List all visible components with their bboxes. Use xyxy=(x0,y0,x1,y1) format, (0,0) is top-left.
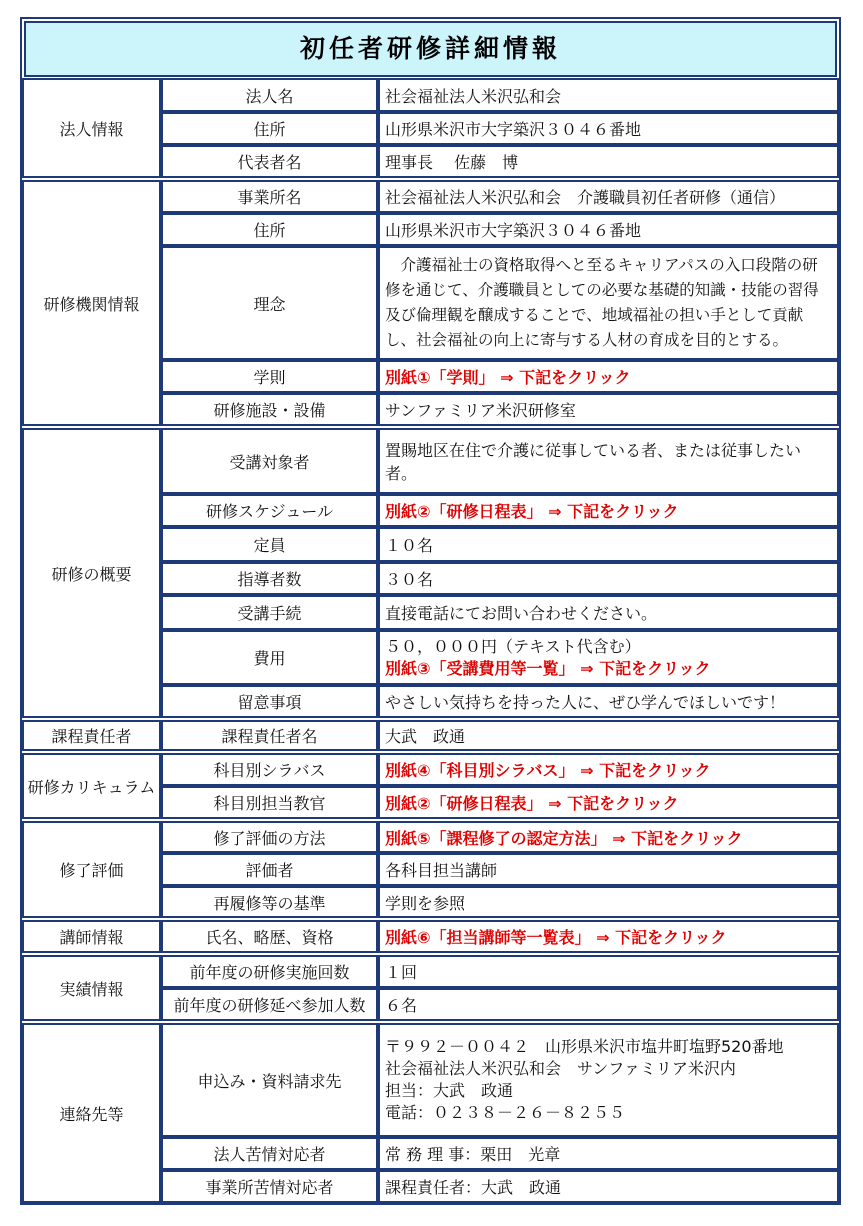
label-office-complaint: 事業所苦情対応者 xyxy=(161,1170,378,1203)
label-facility: 研修施設・設備 xyxy=(161,393,378,426)
instructor-info-link[interactable]: 別紙⑥「担当講師等一覧表」 ⇒ 下記をクリック xyxy=(378,920,839,953)
group-corp: 法人情報 xyxy=(22,78,161,178)
label-application: 申込み・資料請求先 xyxy=(161,1023,378,1137)
application-phone: 電話：０２３８－２６－８２５５ xyxy=(385,1103,626,1122)
value-capacity: １０名 xyxy=(378,527,839,562)
value-corp-complaint: 常 務 理 事：栗田 光章 xyxy=(378,1137,839,1170)
value-philosophy: 介護福祉士の資格取得へと至るキャリアパスの入口段階の研修を通じて、介護職員としての必要な基礎的知識・技能の習得及び倫理観を醸成することで、地域福祉の担い手として貢献し、社会福祉の向上に寄与する人材の育成を目的とする。 xyxy=(378,246,839,360)
application-contact-person: 担当：大武 政通 xyxy=(385,1081,514,1100)
label-instructors-count: 指導者数 xyxy=(161,562,378,595)
value-supervisor-name: 大武 政通 xyxy=(378,720,839,751)
label-corp-complaint: 法人苦情対応者 xyxy=(161,1137,378,1170)
label-rules: 学則 xyxy=(161,360,378,393)
label-office-address: 住所 xyxy=(161,213,378,246)
label-target: 受講対象者 xyxy=(161,428,378,494)
value-prev-sessions: １回 xyxy=(378,955,839,988)
value-procedure: 直接電話にてお問い合わせください。 xyxy=(378,595,839,630)
group-overview: 研修の概要 xyxy=(22,428,161,718)
group-institution: 研修機関情報 xyxy=(22,180,161,426)
label-syllabus: 科目別シラバス xyxy=(161,753,378,786)
label-notes: 留意事項 xyxy=(161,685,378,718)
group-instructor: 講師情報 xyxy=(22,920,161,953)
application-address: 〒９９２－００４２ 山形県米沢市塩井町塩野520番地 xyxy=(385,1037,784,1056)
value-target: 置賜地区在住で介護に従事している者、または従事したい者。 xyxy=(378,428,839,494)
group-evaluation: 修了評価 xyxy=(22,821,161,918)
value-facility: サンファミリア米沢研修室 xyxy=(378,393,839,426)
value-prev-participants: ６名 xyxy=(378,988,839,1021)
value-office-address: 山形県米沢市大字築沢３０４６番地 xyxy=(378,213,839,246)
syllabus-link[interactable]: 別紙④「科目別シラバス」 ⇒ 下記をクリック xyxy=(378,753,839,786)
subject-teacher-link[interactable]: 別紙②「研修日程表」 ⇒ 下記をクリック xyxy=(378,786,839,819)
schedule-link[interactable]: 別紙②「研修日程表」 ⇒ 下記をクリック xyxy=(378,494,839,527)
label-fee: 費用 xyxy=(161,630,378,685)
group-curriculum: 研修カリキュラム xyxy=(22,753,161,819)
value-evaluator: 各科目担当講師 xyxy=(378,853,839,886)
value-corp-address: 山形県米沢市大字築沢３０４６番地 xyxy=(378,112,839,145)
fee-link[interactable]: 別紙③「受講費用等一覧」 ⇒ 下記をクリック xyxy=(385,658,711,678)
label-instructor-info: 氏名、略歴、資格 xyxy=(161,920,378,953)
label-representative: 代表者名 xyxy=(161,145,378,178)
page-title: 初任者研修詳細情報 xyxy=(24,21,837,77)
label-eval-method: 修了評価の方法 xyxy=(161,821,378,853)
label-prev-sessions: 前年度の研修実施回数 xyxy=(161,955,378,988)
label-procedure: 受講手続 xyxy=(161,595,378,630)
label-supervisor-name: 課程責任者名 xyxy=(161,720,378,751)
label-capacity: 定員 xyxy=(161,527,378,562)
label-evaluator: 評価者 xyxy=(161,853,378,886)
value-office-name: 社会福祉法人米沢弘和会 介護職員初任者研修（通信） xyxy=(378,180,839,213)
group-supervisor: 課程責任者 xyxy=(22,720,161,751)
value-office-complaint: 課程責任者：大武 政通 xyxy=(378,1170,839,1203)
application-cell xyxy=(378,1023,839,1137)
rules-link[interactable]: 別紙①「学則」 ⇒ 下記をクリック xyxy=(378,360,839,393)
value-notes: やさしい気持ちを持った人に、ぜひ学んでほしいです！ xyxy=(378,685,839,718)
label-office-name: 事業所名 xyxy=(161,180,378,213)
label-prev-participants: 前年度の研修延べ参加人数 xyxy=(161,988,378,1021)
label-schedule: 研修スケジュール xyxy=(161,494,378,527)
label-retake: 再履修等の基準 xyxy=(161,886,378,918)
value-corp-name: 社会福祉法人米沢弘和会 xyxy=(378,78,839,112)
eval-method-link[interactable]: 別紙⑤「課程修了の認定方法」 ⇒ 下記をクリック xyxy=(378,821,839,853)
label-corp-address: 住所 xyxy=(161,112,378,145)
group-results: 実績情報 xyxy=(22,955,161,1021)
value-instructors-count: ３０名 xyxy=(378,562,839,595)
label-corp-name: 法人名 xyxy=(161,78,378,112)
label-subject-teacher: 科目別担当教官 xyxy=(161,786,378,819)
value-retake: 学則を参照 xyxy=(378,886,839,918)
label-philosophy: 理念 xyxy=(161,246,378,360)
value-representative: 理事長 佐藤 博 xyxy=(378,145,839,178)
fee-cell xyxy=(378,630,839,685)
group-contact: 連絡先等 xyxy=(22,1023,161,1203)
application-org: 社会福祉法人米沢弘和会 サンファミリア米沢内 xyxy=(385,1059,736,1078)
fee-amount: ５０，０００円（テキスト代含む） xyxy=(385,636,641,656)
